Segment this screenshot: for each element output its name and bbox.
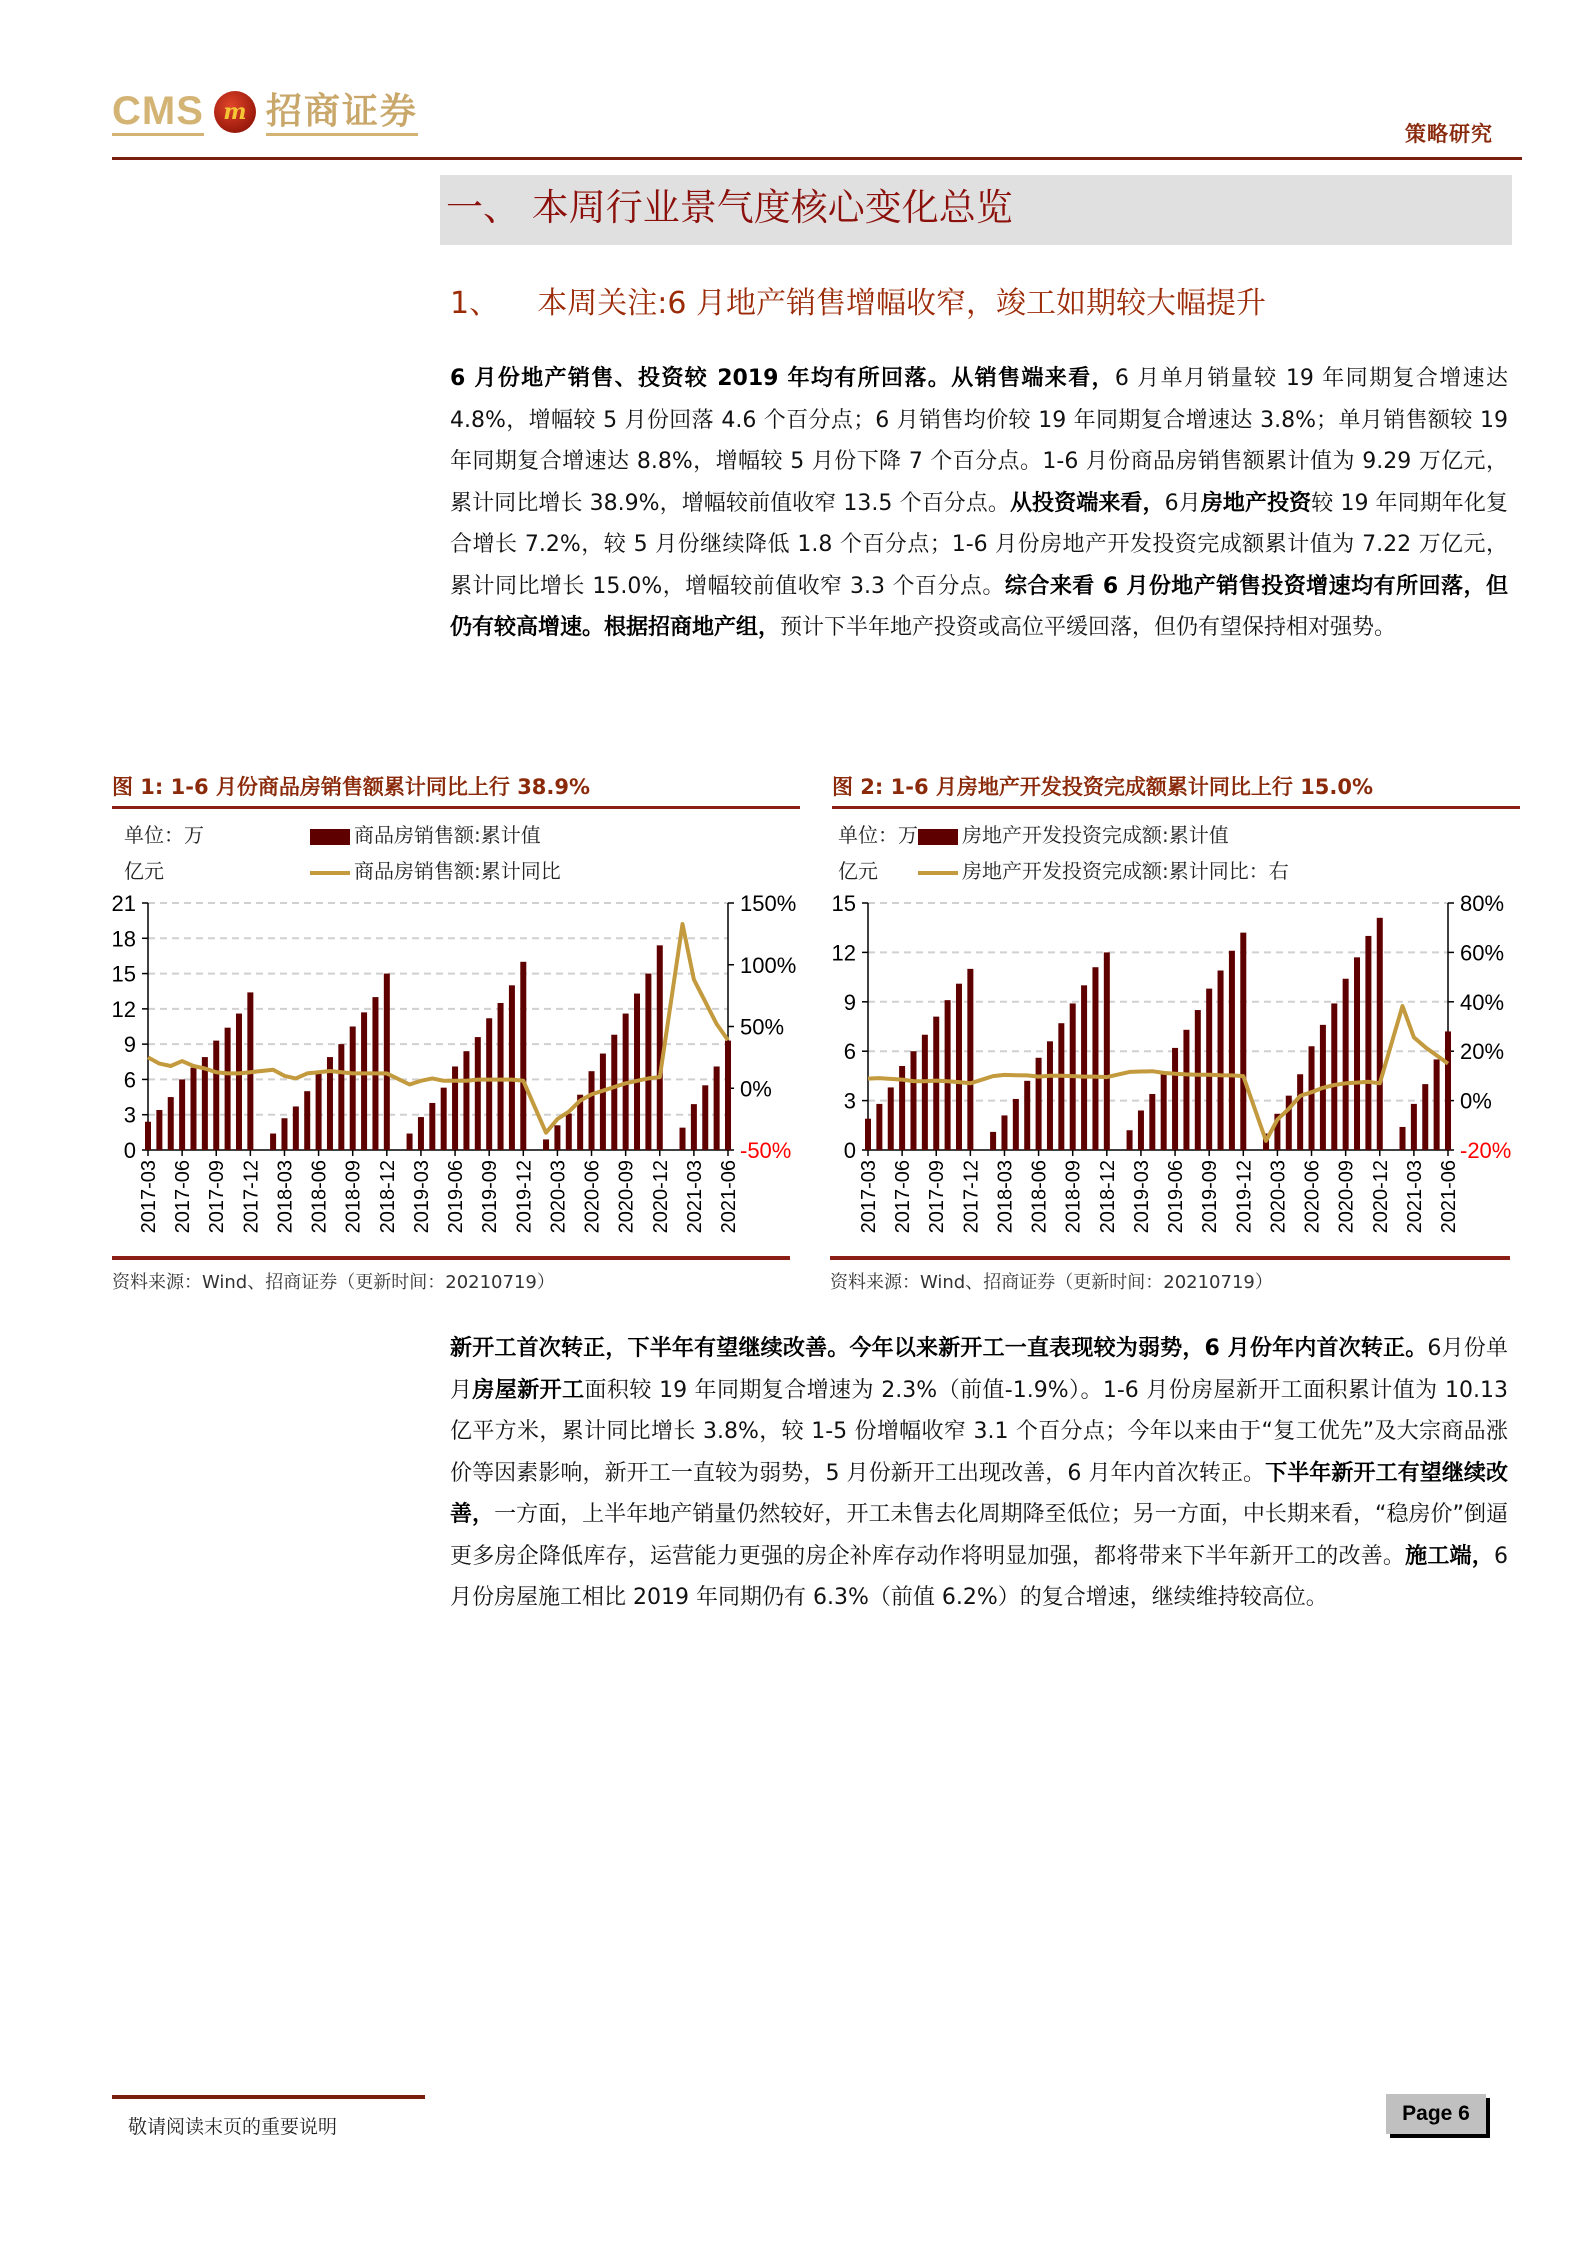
svg-text:2020-12: 2020-12 <box>1369 1160 1392 1234</box>
svg-text:6: 6 <box>843 1039 856 1065</box>
para2-bold2: 房屋新开工 <box>472 1377 585 1403</box>
svg-text:2018-12: 2018-12 <box>376 1160 399 1234</box>
svg-text:2019-06: 2019-06 <box>1165 1160 1188 1234</box>
para1-bold2: 从投资端来看， <box>1009 490 1165 516</box>
svg-text:60%: 60% <box>1460 940 1505 966</box>
logo-latin: CMS <box>112 89 204 136</box>
svg-text:2019-09: 2019-09 <box>479 1160 502 1234</box>
svg-text:2021-03: 2021-03 <box>683 1160 706 1234</box>
svg-text:3: 3 <box>123 1102 136 1128</box>
footer-divider <box>112 2095 425 2099</box>
svg-text:2017-06: 2017-06 <box>172 1160 195 1234</box>
svg-text:2020-09: 2020-09 <box>1335 1160 1358 1234</box>
paragraph-new-starts <box>450 1328 1508 1619</box>
para1-bold3: 房地产投资 <box>1200 490 1312 516</box>
svg-text:2020-03: 2020-03 <box>547 1160 570 1234</box>
figure-2 <box>832 772 1520 809</box>
svg-text:0%: 0% <box>1460 1088 1492 1114</box>
disclaimer-note: 敬请阅读末页的重要说明 <box>128 2116 338 2138</box>
svg-text:2019-09: 2019-09 <box>1199 1160 1222 1234</box>
para1-text3: 较 19 年同期年化复合增长 7.2%，较 5 月份继续降低 1.8 个百分点；1-6 月份房地产开发投资完成额累计值为 7.22 万亿元，累计同比增长 15.0%，增幅较前值收窄 3.3 个百分点。 <box>450 490 1508 599</box>
legend-bar-item <box>918 817 1289 853</box>
unit-line2: 亿元 <box>124 859 164 883</box>
para2-text2: 面积较 19 年同期复合增速为 2.3%（前值-1.9%）。1-6 月份房屋新开工面积累计值为 10.13 亿平方米，累计同比增长 3.8%，较 1-5 份增幅收窄 3.1 个百分点；今年以来由于“复工优先”及大宗商品涨价等因素影响，新开工一直较为弱势，5 月份新开工出现改善，6 月年内首次转正。 <box>450 1377 1508 1486</box>
legend-line-label: 房地产开发投资完成额:累计同比：右 <box>962 859 1289 883</box>
para2-text1: 6月份单月 <box>450 1336 1508 1403</box>
para1-text4: 预计下半年地产投资或高位平缓回落，但仍有望保持相对强势。 <box>780 615 1397 640</box>
svg-text:2020-09: 2020-09 <box>615 1160 638 1234</box>
subsection-title: 1、 本周关注:6 月地产销售增幅收窄，竣工如期较大幅提升 <box>450 286 1266 321</box>
figure-2-source: 资料来源：Wind、招商证券（更新时间：20210719） <box>830 1256 1510 1294</box>
svg-text:2018-06: 2018-06 <box>308 1160 331 1234</box>
para2-bold4: 施工端， <box>1405 1543 1494 1569</box>
svg-text:2018-03: 2018-03 <box>274 1160 297 1234</box>
svg-text:2021-06: 2021-06 <box>718 1160 740 1234</box>
svg-text:40%: 40% <box>1460 989 1505 1015</box>
header-divider <box>112 157 1522 160</box>
para1-text2: 6月 <box>1164 490 1201 516</box>
logo-mark-icon: m <box>214 91 256 133</box>
svg-text:50%: 50% <box>740 1014 785 1040</box>
svg-text:2017-03: 2017-03 <box>138 1160 160 1234</box>
chart-2-investment <box>820 885 1520 1240</box>
svg-text:15: 15 <box>111 961 136 987</box>
bar-swatch-icon <box>918 829 958 845</box>
svg-text:2018-06: 2018-06 <box>1028 1160 1051 1234</box>
svg-text:6: 6 <box>123 1067 136 1093</box>
legend-line-label: 商品房销售额:累计同比 <box>354 859 561 883</box>
logo-chinese: 招商证券 <box>266 89 418 136</box>
figure-1-title: 图 1: 1-6 月份商品房销售额累计同比上行 38.9% <box>112 772 800 809</box>
svg-text:2018-12: 2018-12 <box>1096 1160 1119 1234</box>
svg-text:20%: 20% <box>1460 1039 1505 1065</box>
svg-text:15: 15 <box>831 891 856 916</box>
figure-1 <box>112 772 800 809</box>
para2-bold3: 下半年新开工有望继续改善， <box>450 1460 1508 1527</box>
cms-logo <box>112 82 418 142</box>
svg-text:2017-03: 2017-03 <box>858 1160 880 1234</box>
section-title: 一、 本周行业景气度核心变化总览 <box>446 186 1013 229</box>
svg-text:12: 12 <box>831 940 856 966</box>
svg-text:2020-12: 2020-12 <box>649 1160 672 1234</box>
svg-text:2019-12: 2019-12 <box>513 1160 536 1234</box>
legend-line-item <box>918 853 1289 889</box>
svg-text:2020-03: 2020-03 <box>1267 1160 1290 1234</box>
chart-1-sales <box>100 885 800 1240</box>
para2-lead: 新开工首次转正，下半年有望继续改善。今年以来新开工一直表现较为弱势，6 月份年内首次转正。 <box>450 1336 1428 1361</box>
figure-2-unit <box>838 817 918 889</box>
para1-bold4: 综合来看 6 月份地产销售投资增速均有所回落，但仍有较高增速。根据招商地产组， <box>450 573 1508 640</box>
figure-1-unit <box>124 817 204 889</box>
figure-2-legend <box>918 817 1289 889</box>
legend-bar-label: 商品房销售额:累计值 <box>354 823 541 847</box>
svg-text:-20%: -20% <box>1460 1138 1512 1163</box>
svg-text:2021-06: 2021-06 <box>1438 1160 1460 1234</box>
figure-1-source: 资料来源：Wind、招商证券（更新时间：20210719） <box>112 1256 790 1294</box>
svg-text:2017-12: 2017-12 <box>960 1160 983 1234</box>
svg-text:2017-09: 2017-09 <box>206 1160 229 1234</box>
svg-text:9: 9 <box>843 989 856 1015</box>
para2-text3: 一方面，上半年地产销量仍然较好，开工未售去化周期降至低位；另一方面，中长期来看，“稳房价”倒逼更多房企降低库存，运营能力更强的房企补库存动作将明显加强，都将带来下半年新开工的改善。 <box>450 1502 1508 1569</box>
line-swatch-icon <box>310 871 350 875</box>
svg-text:2019-06: 2019-06 <box>445 1160 468 1234</box>
svg-text:0: 0 <box>843 1138 856 1163</box>
legend-line-item <box>310 853 561 889</box>
svg-text:2019-03: 2019-03 <box>410 1160 433 1234</box>
svg-text:2018-09: 2018-09 <box>342 1160 365 1234</box>
svg-text:12: 12 <box>111 996 136 1022</box>
svg-text:2018-03: 2018-03 <box>994 1160 1017 1234</box>
svg-text:2017-12: 2017-12 <box>240 1160 263 1234</box>
para1-text1: 6 月单月销量较 19 年同期复合增速达 4.8%，增幅较 5 月份回落 4.6 个百分点；6 月销售均价较 19 年同期复合增速达 3.8%；单月销售额较 19 年同期复合增速达 8.8%，增幅较 5 月份下降 7 个百分点。1-6 月份商品房销售额累计值为 9.29 万亿元，累计同比增长 38.9%，增幅较前值收窄 13.5 个百分点。 <box>450 366 1508 516</box>
svg-text:3: 3 <box>843 1088 856 1114</box>
para2-text4: 6 月份房屋施工相比 2019 年同期仍有 6.3%（前值 6.2%）的复合增速，继续维持较高位。 <box>450 1543 1508 1610</box>
bar-swatch-icon <box>310 829 350 845</box>
para1-lead: 6 月份地产销售、投资较 2019 年均有所回落。从销售端来看， <box>450 366 1115 391</box>
figure-2-title: 图 2: 1-6 月房地产开发投资完成额累计同比上行 15.0% <box>832 772 1520 809</box>
svg-text:2017-06: 2017-06 <box>892 1160 915 1234</box>
figure-1-legend <box>310 817 561 889</box>
svg-text:2020-06: 2020-06 <box>1301 1160 1324 1234</box>
report-category: 策略研究 <box>1405 121 1493 146</box>
svg-text:9: 9 <box>123 1032 136 1058</box>
paragraph-sales-investment <box>450 358 1508 649</box>
svg-text:-50%: -50% <box>740 1138 792 1163</box>
svg-text:2020-06: 2020-06 <box>581 1160 604 1234</box>
unit-line1: 单位：万 <box>124 823 204 847</box>
svg-text:2019-12: 2019-12 <box>1233 1160 1256 1234</box>
page-number: Page 6 <box>1386 2094 1486 2134</box>
line-swatch-icon <box>918 871 958 875</box>
legend-bar-item <box>310 817 561 853</box>
svg-text:0: 0 <box>123 1138 136 1163</box>
svg-text:80%: 80% <box>1460 891 1505 916</box>
svg-text:2017-09: 2017-09 <box>926 1160 949 1234</box>
svg-text:100%: 100% <box>740 952 797 978</box>
legend-bar-label: 房地产开发投资完成额:累计值 <box>962 823 1229 847</box>
unit-line1: 单位：万 <box>838 823 918 847</box>
svg-text:2018-09: 2018-09 <box>1062 1160 1085 1234</box>
unit-line2: 亿元 <box>838 859 878 883</box>
svg-text:2019-03: 2019-03 <box>1130 1160 1153 1234</box>
svg-text:150%: 150% <box>740 891 797 916</box>
svg-text:18: 18 <box>111 926 136 952</box>
svg-text:21: 21 <box>111 891 136 916</box>
svg-text:0%: 0% <box>740 1076 772 1102</box>
svg-text:2021-03: 2021-03 <box>1403 1160 1426 1234</box>
